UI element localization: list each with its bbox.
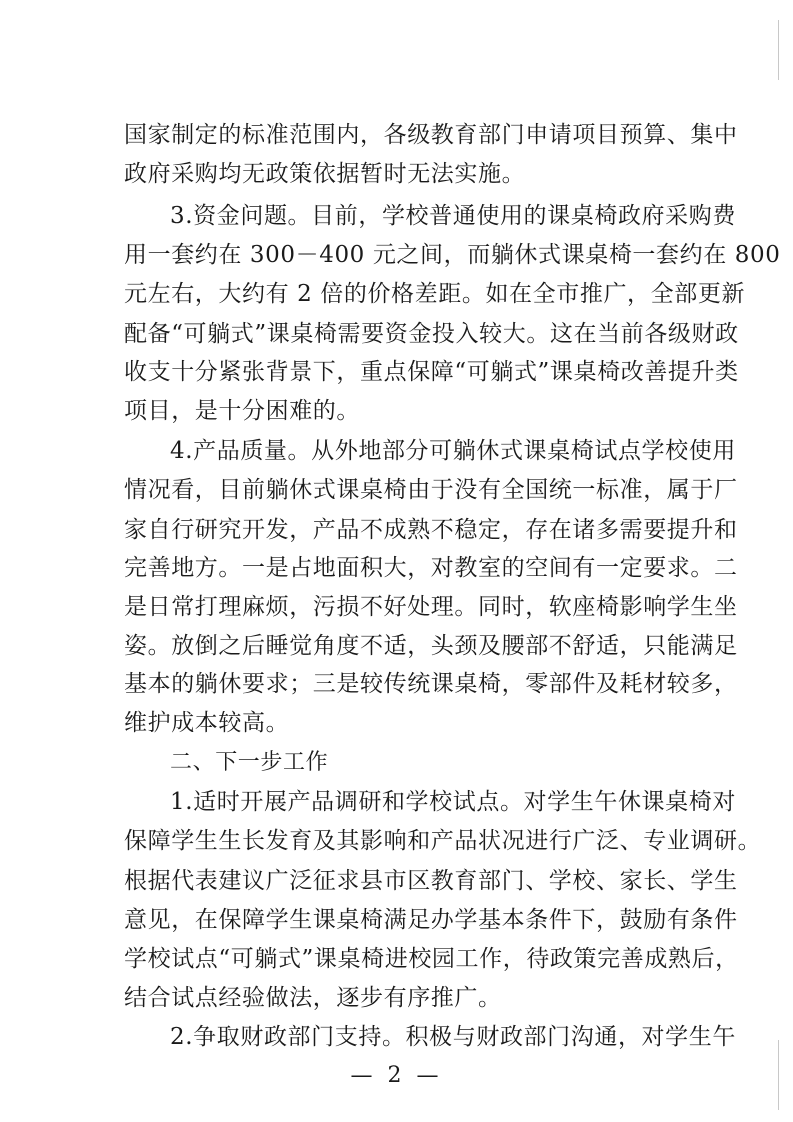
body-text-line: 收支十分紧张背景下，重点保障“可躺式”课桌椅改善提升类 [124, 359, 739, 385]
body-text-line: 3.资金问题。目前，学校普通使用的课桌椅政府采购费 [170, 203, 736, 229]
body-text-line: 姿。放倒之后睡觉角度不适，头颈及腰部不舒适，只能满足 [124, 633, 738, 659]
body-text-line: 基本的躺休要求；三是较传统课桌椅，零部件及耗材较多， [124, 671, 738, 697]
scan-edge-mark [778, 20, 779, 80]
body-text-line: 1.适时开展产品调研和学校试点。对学生午休课桌椅对 [170, 789, 736, 815]
body-text-line: 保障学生生长发育及其影响和产品状况进行广泛、专业调研。 [124, 828, 762, 854]
scan-edge-mark [778, 1040, 779, 1110]
body-text-line: 配备“可躺式”课桌椅需要资金投入较大。这在当前各级财政 [124, 321, 739, 347]
body-text-line: 根据代表建议广泛征求县市区教育部门、学校、家长、学生 [124, 868, 738, 894]
body-text-line: 情况看，目前躺休式课桌椅由于没有全国统一标准，属于厂 [124, 477, 738, 503]
body-text-line: 4.产品质量。从外地部分可躺休式课桌椅试点学校使用 [170, 438, 736, 464]
body-text-line: 元左右，大约有 2 倍的价格差距。如在全市推广，全部更新 [124, 281, 746, 307]
body-text-line: 意见，在保障学生课桌椅满足办学基本条件下，鼓励有条件 [124, 907, 738, 933]
body-text-line: 是日常打理麻烦，污损不好处理。同时，软座椅影响学生坐 [124, 594, 738, 620]
body-text-line: 2.争取财政部门支持。积极与财政部门沟通，对学生午 [170, 1024, 736, 1050]
body-text-line: 完善地方。一是占地面积大，对教室的空间有一定要求。二 [124, 555, 738, 581]
body-text-line: 结合试点经验做法，逐步有序推广。 [124, 985, 502, 1011]
section-heading: 二、下一步工作 [170, 750, 329, 775]
body-text-line: 学校试点“可躺式”课桌椅进校园工作，待政策完善成熟后， [124, 946, 739, 972]
body-text-line: 国家制定的标准范围内，各级教育部门申请项目预算、集中 [124, 122, 738, 148]
body-text-line: 政府采购均无政策依据暂时无法实施。 [124, 161, 526, 187]
body-text-line: 维护成本较高。 [124, 710, 290, 736]
body-text-line: 用一套约在 300－400 元之间，而躺休式课桌椅一套约在 800 [124, 242, 781, 268]
body-text-line: 家自行研究开发，产品不成熟不稳定，存在诸多需要提升和 [124, 517, 738, 543]
page-number: — 2 — [350, 1063, 443, 1088]
body-text-line: 项目，是十分困难的。 [124, 398, 360, 424]
